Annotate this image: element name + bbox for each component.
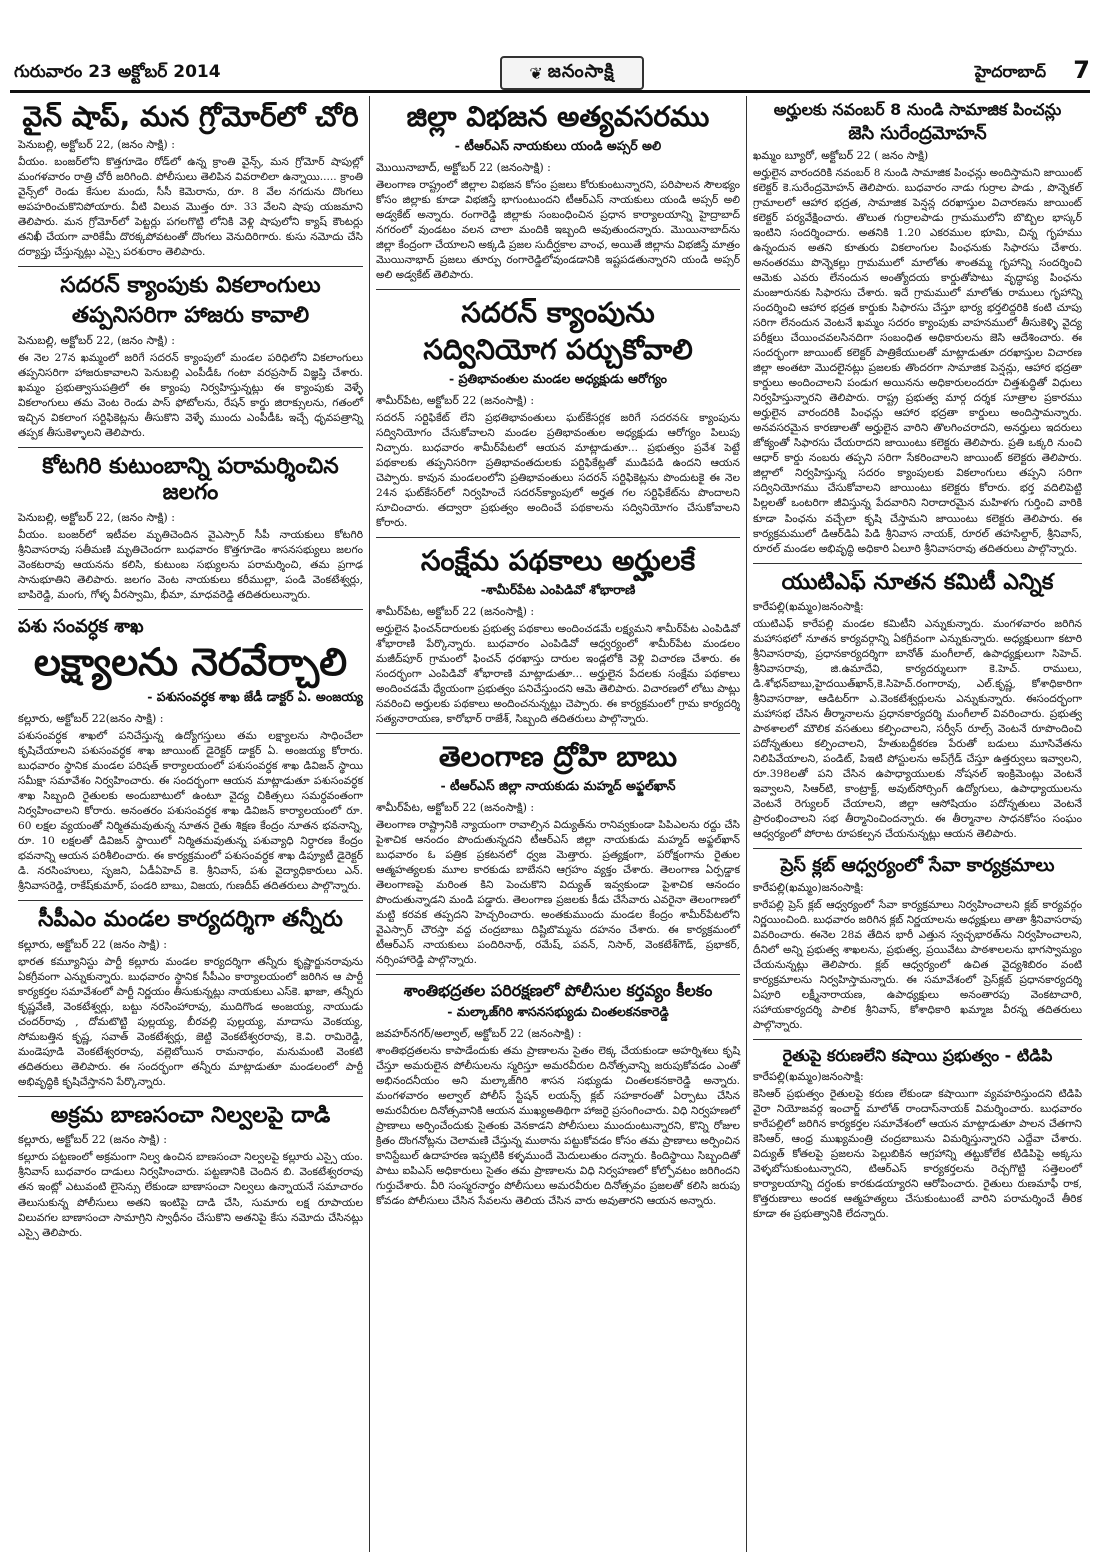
article-district-division <box>376 100 740 283</box>
divider <box>376 537 740 538</box>
kicker: పశు సంవర్ధక శాఖ <box>18 615 144 637</box>
dateline: పెనుబల్లి, అక్టోబర్‌ 22, (జనం సాక్షి) : <box>18 333 175 347</box>
dateline: శామీర్‌పేట, అక్టోబర్‌ 22 (జనంసాక్షి) : <box>376 800 535 814</box>
headline: ప్రెస్‌ క్లబ్‌ ఆధ్వర్యంలో సేవా కార్యక్రమాలు <box>780 855 1055 877</box>
article-sadaram-camp-use <box>376 296 740 531</box>
issue-date: గురువారం 23 అక్టోబర్‌ 2014 <box>14 62 221 82</box>
headline: సీపీఎం మండల కార్యదర్శిగా తన్నీరు <box>38 907 343 933</box>
page-number: 7 <box>1073 56 1090 84</box>
article-utf-committee <box>753 570 1082 843</box>
headline: సంక్షేమ పథకాలు అర్హులకే <box>420 544 696 578</box>
article-body: భారత కమ్యూనిస్టు పార్టీ కల్లూరు మండల కార్యదర్శిగా తన్నీరు కృష్ణార్జునరావును ఏకగ్రీవంగా ఎన్నుకున్నారు. బుధవారం స్థానిక సీపీఎం కార్యాలయంలో జరిగిన ఆ పార్టీ కార్యకర్తల సమావేశంలో పార్టీ నిర్ణయం తీసుకున్నట్లు నాయకులు ఎస్‌కె. ఖాజా, తన్నీరు కృష్ణవేణి, వెంకటేశ్వర్లు, బట్టు నరసింహారావు, ముదిగొండ అంజయ్య, నాయుడు చందర్‌రావు , దోమటొట్టి పుల్లయ్య, బీరవల్లి పుల్లయ్య, మాదాసు వెంకయ్య, సోమబత్తిన కృష్ణ, సవాత్‌ వెంకటేశ్వర్లు, జెట్టి వెంకటేశ్వరరావు, కె.వి. రామిరెడ్డి, మండెపూడి వెంకటేశ్వరరావు, వల్లెబోయిన రామనాథం, మనుమంటి వెంకటి తదితరులు తెలిపారు. ఈ సందర్భంగా తన్నీరు మాట్లాడుతూ మండలంలో పార్టీ అభివృద్ధికి కృషిచేస్తానని పేర్కొన్నారు. <box>18 955 363 1088</box>
article-body: అర్హులైన వారందరికి నవంబర్‌ 8 నుండి సామాజిక పింఛన్లు అందిస్తామని జాయింట్‌ కలెక్టర్‌ కె.సురేంద్రమోహన్‌ తెలిపారు. బుధవారం నాడు గుర్రాల పాడు , పొన్నెకల్‌ గ్రామాలలో ఆహార భద్రత, సామాజిక పెన్షన్ల దరఖాస్తుల విచారణను జాయింట్‌ కలెక్టర్‌ పర్యవేక్షించారు. తొలుత గుర్రాలపాడు గ్రామములోని బొబ్బిల భాస్కర్‌ ఇంటిని సందర్శించారు. అతనికి 1.20 ఎకరముల భూమి, చిన్న గృహము ఉన్నందున అతని కూతురు వికలాంగుల పింఛనుకు సిఫారసు చేశారు. అనంతరము పొన్నెకల్లు గ్రామములో మాలోతు శాంతమ్మ గృహాన్ని సందర్శించి ఆమెకు ఎవరు లేనందున అంత్యోదయ కార్డుతోపాటు వృద్ధాప్య పింఛను మంజూరునకు సిఫారసు చేశారు. ఇదే గ్రామములో మాలోతు రాములు గృహాన్ని సందర్శించి ఆహార భద్రత కార్డుకు సిఫారసు చేస్తూ భార్య భర్తలిద్దరికి కంటి చూపు సరిగా లేనందున వెంటనే ఖమ్మం సదరం క్యాంపుకు వాహనములో తీసుకెళ్ళి వైద్య పరీక్షలు చేయించవలసినదిగా సంబంధిత అధికారులను జెసి ఆదేశించారు. ఈ సందర్భంగా జాయింట్‌ కలెక్టర్‌ పాత్రికేయులతో మాట్లాడుతూ దరఖాస్తుల విచారణ జిల్లా అంతటా మొదలైనట్లు ప్రజలకు తొందరగా సామాజిక పెన్షన్లు, ఆహార భద్రతా కార్డులు అందించాలని పండుగ అయినను అధికారులందరూ చిత్తశుద్ధితో విధులు నిర్వహిస్తున్నారని తెలిపారు. రాష్ట్ర ప్రభుత్వ మార్గ దర్శక సూత్రాల ప్రకారము అర్హులైన వారందరికి పింఛన్లు ఆహార భద్రతా కార్డులు అందిస్తామన్నారు. అనవసరమైన కారణాలతో అర్హులైన వారిని తొలగించరాదని, అనర్హులు ఇదరులు జోక్యంతో సిఫారసు చేయరాదని జాయింటు కలెక్టరు తెలిపారు. ప్రతి ఒక్కరి నుంచి ఆధార్‌ కార్డు నంబరు తప్పని సరిగా సేకరించాలని జాయింట్‌ కలెక్టరు తెలిపారు. జిల్లాలో నిర్వహిస్తున్న సదరం క్యాంపులకు వికలాంగులు తప్పని సరిగా సద్వినియోగము చేసుకోవాలని జాయింటు కలెక్టరు కోరారు. భర్త వదిలిపెట్టి పిల్లలతో ఒంటరిగా జీవిస్తున్న పేదవారిని నిరాదారమైన మహిళగు గుర్తించి వారికి కూడా పింఛను వచ్చేలా కృషి చేస్తామని జాయింటు కలెక్టరు తెలిపారు. ఈ కార్యక్రమములో డిఆర్‌డిఏ పిడి శ్రీనివాస నాయక్‌, రూరల్‌ తహసిల్దార్‌, శ్రీనివాస్‌, రూరల్‌ మండల అభివృద్ధి అధికారి ఏలూరి శ్రీనివాసరావు తదితరులు పాల్గొన్నారు. <box>753 166 1082 555</box>
divider <box>753 563 1082 564</box>
article-kotagiri-family <box>18 454 363 603</box>
column-3 <box>747 96 1088 1552</box>
headline: యుటిఎఫ్‌ నూతన కమిటీ ఎన్నిక <box>781 569 1054 595</box>
article-fireworks-raid <box>18 1103 363 1241</box>
article-body: వీయం. బంజర్‌లో ఇటీవల మృతిచెందిన వైఎస్సార్‌ సీపీ నాయకులు కోటగిరి శ్రీనివాసరావు సతీమణి మృతిచెందగా బుధవారం కొత్తగూడెం శాసనసభ్యులు జలగం వెంకటరావు ఆయనను కలిసి, కుటుంబ సభ్యులను పరామర్శించి, తమ ప్రగాఢ సానుభూతిని తెలిపారు. జలగం వెంట నాయకులు కరీముల్లా, పండి వెంకటేశ్వర్లు, బాపిరెడ్డి, మంగు, గోళ్ళ వీరస్వామి, భీమా, మాధవరెడ్డి తదితరులున్నారు. <box>18 528 363 601</box>
article-body: అర్హులైన ఫించన్‌దారులకు ప్రభుత్వ పథకాలు అందించడమే లక్ష్యమని శామీర్‌పేట ఎంపిడివో శోభారాణి పేర్కొన్నారు. బుధవారం ఎంపిడివో ఆధ్వర్యంలో శామీర్‌పేట మండలం మజీద్‌పూర్‌ గ్రామంలో ఫించన్‌ ధరఖాస్తు దారుల ఇండ్లలోకి వెళ్లి విచారణ చేశారు. ఈ సందర్భంగా ఎంపిడివో శోభారాణి మాట్లాడుతూ... అర్హులైన పేదలకు సంక్షేమ పథకాలు అందించడమే ధ్యేయంగా ప్రభుత్వం పనిచేస్తుందని ఆమె తెలిపారు. విచారణలో లోటు పాట్లు సవరించి అర్హులకు పథకాలు అందించనున్నట్లు చెప్పారు. ఈ కార్యక్రమంలో గ్రామ కార్యదర్శి సత్యనారాయణ, కారోభార్‌ రాజేశ్‌, సిబ్బంది తదితరులు పాల్గొన్నారు. <box>376 622 740 726</box>
divider <box>376 733 740 734</box>
article-body: కారేపల్లి ప్రెస్‌ క్లబ్‌ ఆధ్వర్యంలో సేవా కార్యక్రమాలు నిర్వహించాలని క్లబ్‌ కార్యవర్గం నిర్ణయించింది. బుధవారం జరిగిన క్లబ్‌ నిర్ణయాలను అధ్యక్షులు తాతా శ్రీనివాసరావు వివరించారు. ఈనెల 28వ తేదిన భారీ ఎత్తున స్వచ్ఛభారత్‌ను నిర్వహించాలని, దీనిలో అన్ని ప్రభుత్వ శాఖలను, ప్రభుత్వ, ప్రయివేటు పాఠశాలలను భాగస్వామ్యం చేయనున్నట్లు తెలిపారు. క్లబ్‌ ఆధ్వర్యంలో ఉచిత వైద్యశిబిరం వంటి కార్యక్రమాలను నిర్వహిస్తామన్నారు. ఈ సమావేశంలో ప్రెస్‌క్లబ్‌ ప్రధానకార్యదర్శి ఏపూరి లక్ష్మీనారాయణ, ఉపాధ్యక్షులు అనంతారపు వెంకటాచారి, సహాయకార్యదర్శి పాలిక శ్రీనివాస్‌, కోశాధికారి ఖమ్మాజ వీరన్న తదితరులు పాల్గొన్నారు. <box>753 899 1082 1032</box>
article-tdp-criticism <box>753 1046 1082 1221</box>
divider <box>376 974 740 975</box>
article-sadaram-camp-disabled <box>18 273 363 441</box>
headline: అక్రమ బాణసంచా నిల్వలపై దాడి <box>50 1103 331 1129</box>
column-2 <box>370 96 747 1552</box>
article-social-pensions <box>753 100 1082 557</box>
headline: సదరన్‌ క్యాంపుకు వికలాంగులు <box>60 272 321 298</box>
headline: లక్ష్యాలను నెరవేర్చాలి <box>33 640 348 685</box>
divider <box>376 289 740 290</box>
headline: వైన్‌ షాప్‌, మన గ్రోమోర్‌లో చోరి <box>22 100 359 133</box>
dateline: జవహర్‌నగర్‌/అల్వాల్‌, అక్టోబర్‌ 22 (జనంసాక్షి) : <box>376 1027 582 1041</box>
article-police-duty <box>376 981 740 1210</box>
subhead: - టీఆర్‌ఎస్‌ జిల్లా నాయకుడు మహ్మద్‌ అఫ్జల్‌ఖాన్‌ <box>440 777 676 793</box>
leaf-icon: ❦ <box>529 63 544 83</box>
article-body: శాంతిభద్రతలను కాపాడేందుకు తమ ప్రాణాలను సైతం లెక్క చేయకుండా అహర్నిశలు కృషి చేస్తూ అమరులైన పోలీసులను స్మరిస్తూ అమరవీరుల దినోత్సవాన్ని జరుపుకోవడం ఎంతో అభినందనీయం అని మల్కాజ్‌గిరి శాసన సభ్యుడు చింతలకనకారెడ్డి అన్నారు. మంగళవారం అల్వాల్‌ పోలీస్‌ స్టేషన్‌ లయన్స్‌ క్లబ్‌ సహకారంతో ఏర్పాటు చేసిన అమరవీరుల దినోత్సవానికి ఆయన ముఖ్యఅతిథిగా హాజరై ప్రసంగించారు. విధి నిర్వహణలో ప్రాణాలు అర్పించేందుకు సైతంకు వెనకాడని పోలీసులు ముందుంటున్నారని, కొన్ని రోజుల క్రితం దొంగనోట్లను చెలామణి చేస్తున్న ముఠాను పట్టుకోవడం కోసం తమ ప్రాణాలు అర్పించిన కానిస్టేబుల్‌ ఉదాహరణ ఇప్పటికి కళ్ళముందే మెదులుతుం దన్నారు. కిందిస్థాయి సిబ్బందితో పాటు ఐపిఎస్‌ అధికారులు సైతం తమ ప్రాణాలను విధి నిర్వహణలో కోల్పోవటం జరిగిందని గుర్తుచేశారు. వీరి సంస్మరనార్థం పోలీసులు అమరవీరుల దినోత్సవం ప్రజలతో కలిసి జరుపు కోవడం పోలీసులు చేసిన సేవలను తెలియ చేసిన వారు అవుతారని ఆయన అన్నారు. <box>376 1045 740 1208</box>
divider <box>753 1039 1082 1040</box>
article-welfare-schemes <box>376 544 740 727</box>
article-body: ఈ నెల 27న ఖమ్మంలో జరిగే సదరన్‌ క్యాంపులో మండల పరిధిలోని వికలాంగులు తప్పనిసరిగా హాజరుకావాలని పెనుబల్లి ఎంపీడీఓ గంటా వరప్రసాద్‌ విజ్ఞప్తి చేశారు. ఖమ్మం ప్రభుత్వాసుపత్రిలో ఈ క్యాంపు నిర్వహిస్తున్నట్లు ఈ క్యాంపుకు వెళ్ళే వికలాంగులు తమ వెంట రెండు పాస్‌ ఫోటోలను, రేషన్‌ కార్డు జిరాక్సులను, గతంలో ఇచ్చిన వికలాంగ సర్టిఫికెట్లను తీసుకొని వెళ్ళే ముందు ఎంపీడీఓ ఇచ్చే ధృవపత్రాన్ని తప్పక తీసుకెళ్ళాలని తెలిపారు. <box>18 351 363 439</box>
divider <box>18 1096 363 1097</box>
subhead: -శామీర్‌పేట ఎంపిడివో శోభారాణి <box>480 581 636 597</box>
subhead: - మల్కాజ్‌గిరి శాసనసభ్యుడు చింతలకనకారెడ్డి <box>447 1004 669 1020</box>
headline: తెలంగాణ ద్రోహి బాబు <box>438 740 678 774</box>
newspaper-logo <box>500 56 644 90</box>
dateline: కారేపల్లి(ఖమ్మం)జనంసాక్షి: <box>753 1069 864 1083</box>
dateline: శామీర్‌పేట, అక్టోబర్‌ 22 (జనంసాక్షి) : <box>376 604 535 618</box>
headline: జిల్లా విభజన అత్యవసరము <box>406 100 710 133</box>
dateline: ఖమ్మం బ్యూరో, అక్టోబర్‌ 22 ( జనం సాక్షి) <box>753 148 929 162</box>
headline: రైతుపై కరుణలేని కషాయి ప్రభుత్వం - టిడిపి <box>782 1046 1053 1066</box>
dateline: శామీర్‌పేట, అక్టోబర్‌ 22 (జనంసాక్షి) : <box>376 394 535 407</box>
article-body: పశుసంవర్ధక శాఖలో పనిచేస్తున్న ఉద్యోగస్తులు తమ లక్ష్యాలను సాధించేలా కృషిచేయాలని పశుసంవర్ధక శాఖ జాయింట్‌ డైరెక్టర్‌ డాక్టర్‌ ఏ. అంజయ్య కోరారు. బుధవారం స్థానిక మండల పరిషత్‌ కార్యాలయంలో పశుసంవర్ధక శాఖ డివిజన్‌ స్థాయి సమీక్షా సమావేశం నిర్వహించారు. ఈ సందర్భంగా ఆయన మాట్లాడుతూ పశుసంవర్ధక శాఖ సిబ్బంది రైతులకు అందుబాటులో ఉంటూ వైద్య చికిత్సలు సమర్ధవంతంగా నిర్వహించాలని కోరారు. అనంతరం పశుసంవర్ధక శాఖ డివిజన్‌ కార్యాలయంలో రూ. 60 లక్షల వ్యయంతో నిర్మితమవుతున్న నూతన రైతు శిక్షణ కేంద్రం నూతన భవనాన్ని, రూ. 10 లక్షలతో డివిజన్‌ స్థాయిలో నిర్మితమవుతున్న పశువ్యాధి నిర్ధారణ కేంద్రం భవనాన్ని ఆయన పరిశీలించారు. ఈ కార్యక్రమంలో పశుసంవర్ధక శాఖ డిప్యూటీ డైరెక్టర్‌ డి. నరసింహులు, సృజని, ఏడీఏహెచ్‌ కె. శ్రీనివాస్‌, పశు వైద్యాధికారులు ఎన్‌. శ్రీనివాసరెడ్డి, రాకేష్‌కుమార్‌, పండరి బాబు, విజయ, గుణదీప్‌ తదితరులు పాల్గొన్నారు. <box>18 730 363 893</box>
subhead: - టీఆర్‌ఎస్‌ నాయకులు యండి అప్సర్‌ అలి <box>454 137 662 153</box>
dateline: కారేపల్లి(ఖమ్మం)జనంసాక్షి: <box>753 599 864 613</box>
article-cpm-secretary <box>18 907 363 1090</box>
headline-line-2: సద్వినియోగ పర్చుకోవాలి <box>423 333 693 367</box>
headline: అర్హులకు నవంబర్‌ 8 నుండి సామాజిక పించన్లు <box>773 100 1062 119</box>
columns <box>12 96 1088 1552</box>
article-body: తెలంగాణ రాష్ట్రంలో జిల్లాల విభజన కోసం ప్రజలు కోరుకుంటున్నారని, పరిపాలన సౌలభ్యం కోసం జిల్లాకు కూడా విభజిస్తే భాగుంటుందని టీఆర్‌ఎస్‌ నాయకులు యండి అప్సర్‌ అలి అడ్వకేట్‌ అన్నారు. రంగారెడ్డి జిల్లాకు సంబంధించిన ప్రధాన కార్యాలయాన్ని హైద్రాబాద్‌ నగరంలో వుండటం వలన చాలా మందికి ఇబ్బంది అవుతుందన్నారు. మొయినాబాద్‌ను జిల్లా కేంద్రంగా చేయాలని అక్కడి ప్రజల సుదీర్ఘకాల వాంఛ, అయితే జిల్లాను విభజిస్తే మాత్రం మొయినాభాద్‌ ప్రజలు తూర్పు రంగారెడ్డిలోవుండడానికి ఇష్టపడతున్నారని యండి అప్సర్‌ అలి అడ్వకేట్‌ తెలిపారు. <box>376 178 740 281</box>
headline: కోటగిరి కుటుంబాన్ని పరామర్శించిన జలగం <box>42 453 339 506</box>
dateline: కారేపల్లి(ఖమ్మం)జనంసాక్షి: <box>753 881 864 895</box>
divider <box>753 848 1082 849</box>
masthead <box>10 56 1090 93</box>
dateline: మొయినాబాద్‌, అక్టోబర్‌ 22 (జనంసాక్షి) : <box>376 160 551 174</box>
logo-text: జనంసాక్షి <box>547 60 615 82</box>
dateline: కల్లూరు, అక్టోబర్‌ 22(జనం సాక్షి) : <box>18 712 164 725</box>
article-press-club <box>753 855 1082 1033</box>
headline: సదరన్‌ క్యాంపును <box>461 295 655 329</box>
headline-line-2: తప్పనిసరిగా హాజరు కావాలి <box>71 303 310 329</box>
dateline: పెనుబల్లి, అక్టోబర్‌ 22, (జనం సాక్షి) : <box>18 510 175 524</box>
subhead: - పశుసంవర్ధక శాఖ జేడీ డాక్టర్‌ ఏ. అంజయ్య <box>147 689 363 704</box>
dateline: కల్లూరు, అక్టోబర్‌ 22 (జనం సాక్షి) : <box>18 1133 167 1147</box>
divider <box>18 447 363 448</box>
article-wine-shop-theft <box>18 100 363 260</box>
subhead: - ప్రతిభావంతుల మండల అధ్యక్షుడు ఆరోగ్యం <box>449 371 667 386</box>
article-body: వీయం. బంజర్‌లోని కొత్తగూడెం రోడ్‌లో ఉన్న క్రాంతి వైన్స్‌, మన గ్రోమోర్‌ షాపుల్లో మంగళవారం రాత్రి చోరీ జరిగింది. పోలీసులు తెలిపిన వివరాలిలా ఉన్నాయి..... క్రాంతి వైన్స్‌లో రెండు కేసుల మందు, సీసీ కెమెరాను, రూ. 8 వేల నగదును దొంగలు అపహరించుకొనిపోయారు. వీటి విలువ మొత్తం రూ. 33 వేలని షాపు యజమాని తెలిపారు. మన గ్రోమోర్‌లో పెట్టర్లు పగలగొట్టి లోనికి వెళ్లి షాపులోని క్యాష్‌ కౌంటర్లు తనిఖీ చేయగా వారికేమీ దొరక్కపోవటంతో దొంగలు వెనుదిరిగారు. కుసు నమోదు చేసి దర్యాప్తు చేస్తున్నట్లు ఎస్సై పరశురాం తెలిపారు. <box>18 155 363 258</box>
divider <box>18 900 363 901</box>
article-animal-husbandry <box>18 616 363 895</box>
article-body: తెలంగాణ రాష్ట్రానికి న్యాయంగా రావాల్సిన విద్యుత్‌ను రానివ్వకుండా పిపిఎలను రద్దు చేసి పైశాచిక ఆనందం పొందుతున్నదని టీఆర్‌ఎస్‌ జిల్లా నాయకుడు మహ్మద్‌ అఫ్జల్‌ఖాన్‌ బుధవారం ఓ పత్రిక ప్రకటనలో ధ్వజ మెత్తారు. ప్రత్యక్షంగా, పరోక్షంగాను రైతుల ఆత్మహత్యలకు మూల కారకుడు బాబేనని ఆగ్రహం వ్యక్తం చేశారు. తెలంగాణ ఏర్పడ్డాక తెలంగాణపై మరింత కిని పెంచుకొని విద్యుత్‌ ఇవ్వకుండా పైశాచిక ఆనందం పొందుతున్నాడని మండి పడ్డారు. తెలంగాణ ప్రజలకు కీడు చేసేవారు ఎవరైనా తెలంగాణలో మట్టి కరవక తప్పదని హెచ్చరించారు. అంతకుముందు మండల కేంద్రం శామీర్‌పేటలోని వైఎస్సార్‌ చౌరస్తా వద్ద చంద్రబాబు దిష్టిబొమ్మను దహనం చేశారు. ఈ కార్యక్రమంలో టీఆర్‌ఎస్‌ నాయకులు పందిరినాథ్‌, రమేష్‌, పవన్‌, నిసార్‌, వెంకటేశ్‌గౌడ్‌, ప్రభాకర్‌, నర్సింహారెడ్డి పాల్గొన్నారు. <box>376 818 740 966</box>
dateline: కల్లూరు, అక్టోబర్‌ 22 (జనం సాక్షి) : <box>18 937 167 951</box>
article-body: కెసిఆర్‌ ప్రభుత్వం రైతులపై కరుణ లేకుండా కషాయిగా వ్యవహరిస్తుందని టిడిపి వైరా నియోజవర్గ ఇంచార్జ్‌ మాలోత్‌ రాందాస్‌నాయక్‌ విమర్శించారు. బుధవారం కారేపల్లిలో జరిగిన కార్యకర్తల సమావేశంలో ఆయన మాట్లాడుతూ పాలన చేతగాని కెసిఆర్‌, ఆంధ్ర ముఖ్యమంత్రి చంద్రబాబును విమర్శిస్తున్నారని ఎద్దేవా చేశారు. విద్యుత్‌ కోతలపై ప్రజలను పెల్లుబికిన ఆగ్రహాన్ని తట్టుకోలేక టిడిపిపై అక్కసు వెళ్ళబోసుకుంటున్నారని, టిఆర్‌ఎస్‌ కార్యకర్తలను రెచ్చగొట్టి సత్తెలంలో కార్యాలయాన్ని దగ్ధంకు కారకుడయ్యారని ఆరోపించారు. రైతులు రుణమాఫీ రాక, కొత్తరుణాలు అందక ఆత్మహత్యలు చేసుకుంటుంటే వారిని పరామర్శించే తీరిక కూడా ఈ ప్రభుత్వానికి లేదన్నారు. <box>753 1087 1082 1220</box>
divider <box>18 266 363 267</box>
article-body: యుటిఎఫ్‌ కారేపల్లి మండల కమిటీని ఎన్నుకున్నారు. మంగళవారం జరిగిన మహాసభలో నూతన కార్యవర్గాన్ని ఏకగ్రీవంగా ఎన్నుకున్నారు. అధ్యక్షులుగా కటారి శ్రీనివాసరావు, ప్రధానకార్యదర్శిగా బానోత్‌ మంగీలాల్‌, ఉపాధ్యక్షులుగా సిహెచ్‌. శ్రీనివాసరావు, జి.ఉమాదేవి, కార్యదర్శులుగా కె.హెచ్‌. రాములు, డి.శోభన్‌బాబు,హైదయిత్‌ఖాన్‌,కె.సిహెచ్‌.రంగారావు, ఎల్‌.కృష్ణ, కోశాధికారిగా శ్రీనివాసరాజు, ఆడిటర్‌గా ఎ.వెంకటేశ్వర్లులను ఎన్నుకున్నారు. ఈసందర్భంగా మహాసభ చేసిన తీర్మానాలను ప్రధానకార్యదర్శి మంగీలాల్‌ వివరించారు. ప్రభుత్వ పాఠశాలలో మౌలిక వసతులు కల్పించాలని, సర్వీస్‌ రూల్స్‌ వెంటనే రూపొందించి పదోన్నతులు కల్పించాలని, హేతుబద్దీకరణ పేరుతో బడులు మూసివేతను నిలిపివేయాలని, పండిట్‌, పిఇటి పోస్టులను అప్‌గ్రేడ్‌ చేస్తూ ఉత్తర్వులు ఇవ్వాలని, రూ.398లతో పని చేసిన ఉపాధ్యాయులకు నోషనల్‌ ఇంక్రిమెంట్లు వెంటనే ఇవ్వాలని, సిఆర్‌టి, కాంట్రాక్ట్‌, అవుట్‌సోర్సింగ్‌ ఉద్యోగులు, ఉపాధ్యాయులను వెంటనే రెగ్యులర్‌ చేయాలని, జిల్లా ఆసోషియం పదోన్నతులు వెంటనే ప్రారంభించాలని సభ తీర్మానించిందన్నారు. ఈ తీర్మానాల సాధనకోసం సంఘం ఆధ్వర్యంలో పోరాట రూపకల్పన చేయనున్నట్లు ఆయన తెలిపారు. <box>753 617 1082 841</box>
article-telangana-traitor <box>376 740 740 968</box>
article-body: సదరన్‌ సర్టిఫికేట్‌ లేని ప్రభతిభావంతులు ఘట్‌కేసర్లక జరిగే సదరన& క్యాంపును సద్వినియోగం చేసుకోవాలని మండల ప్రతిభావంతుల అధ్యక్షుడు ఆరోగ్యం పిలుపు నిచ్చారు. బుధవారం శామీర్‌పేటలో ఆయన మాట్లాడుతూ... ప్రభుత్వం ప్రవేశ పెట్టే పథకాలకు తప్పనిసరిగా ప్రతిభావంతదులకు పర్టిఫికేట్లతో ముడిపడి ఉందని ఆయన చెప్పారు. కావున మండలంలోని ప్రతిభావంతులు సదరన్‌ సర్టిఫికెట్లను పొందుటకై ఈ నెల 24న ఘట్‌కేసర్‌లో నిర్వహించే సదరన్‌క్యాంపులో అర్హత గల సర్టిఫికేట్‌ను పొందాలని సూచించారు. తద్వారా ప్రభుత్వం అందించే పథకాలను సద్వినియోగం చేసుకోవాలని కోరారు. <box>376 412 740 530</box>
column-1 <box>12 96 370 1552</box>
dateline: పెనుబల్లి, అక్టోబర్‌ 22, (జనం సాక్షి) : <box>18 137 175 151</box>
edition-city: హైదరాబాద్‌ <box>974 62 1046 81</box>
article-body: కల్లూరు పట్టణంలో అక్రమంగా నిల్వ ఉంచిన బాణసంచా నిల్వలపై కల్లూరు ఎస్సై యం. శ్రీనివాస్‌ బుధవారం దాడులు నిర్వహించారు. పట్టణానికి చెందిన బి. వెంకటేశ్వరరావు తన ఇంట్లో ఎటువంటి లైసెన్సు లేకుండా బాణాసంచా నిల్వలు ఉన్నాయనే సమాచారం తెలుసుకున్న పోలీసులు అతని ఇంటిపై దాడి చేసి, సుమారు లక్ష రూపాయల విలువగల బాణాసంచా సామాగ్రిని స్వాధీనం చేసుకొని అతనిపై కేసు నమోదు చేసినట్లు ఎస్సై తెలిపారు. <box>18 1151 363 1239</box>
divider <box>18 609 363 610</box>
headline-line-2: జెసి సురేంద్రమోహన్‌ <box>848 123 987 145</box>
headline: శాంతిభద్రతల పరిరక్షణలో పోలీసుల కర్తవ్యం కీలకం <box>403 980 713 1000</box>
